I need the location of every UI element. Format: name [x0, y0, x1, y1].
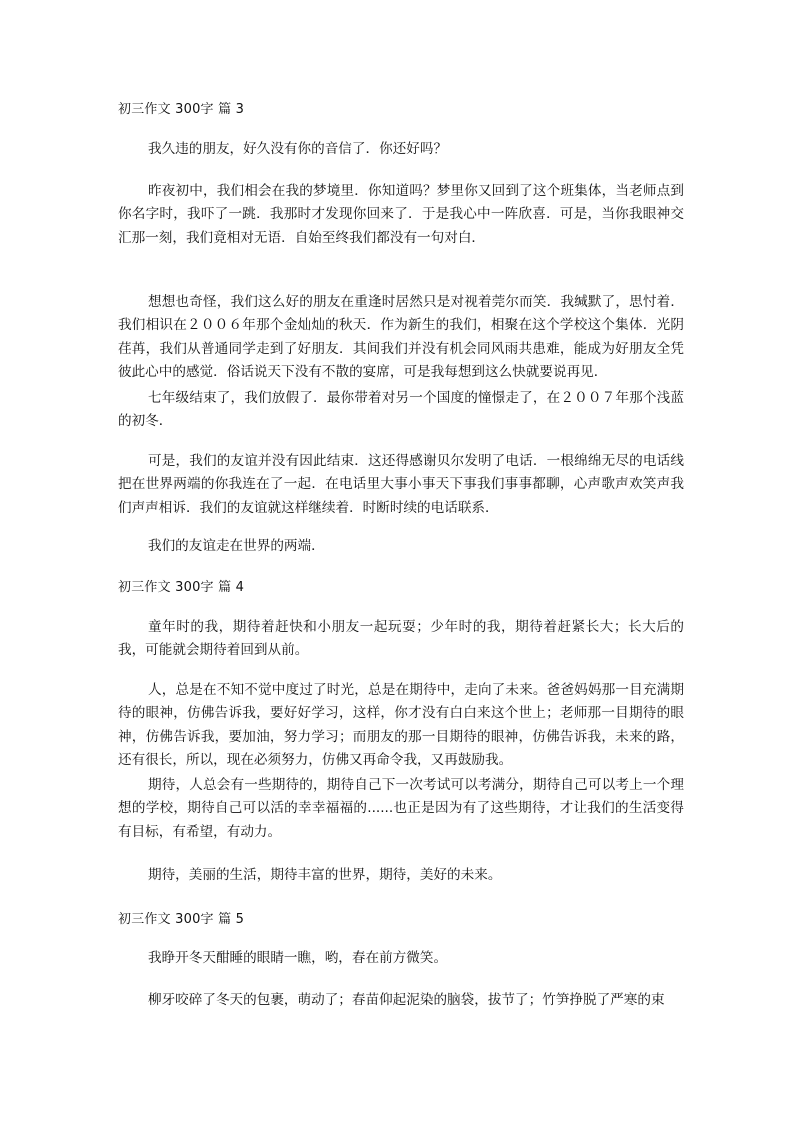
- paragraph: 童年时的我，期待着赶快和小朋友一起玩耍；少年时的我，期待着赶紧长大；长大后的我，可能就会期待着回到从前。: [118, 619, 684, 659]
- paragraph: 期待，美丽的生活，期待丰富的世界，期待，美好的未来。: [148, 867, 502, 883]
- paragraph: 可是，我们的友谊并没有因此结束．这还得感谢贝尔发明了电话．一根绵绵无尽的电话线把在世界两端的你我连在了一起．在电话里大事小事天下事我们事事都聊，心声歌声欢笑声我们声声相诉．我们的友谊就这样继续着．时断时续的电话联系．: [118, 453, 684, 516]
- paragraph: 人，总是在不知不觉中度过了时光，总是在期待中，走向了未来。爸爸妈妈那一目充满期待的眼神，仿佛告诉我，要好好学习，这样，你才没有白白来这个世上；老师那一目期待的眼神，仿佛告诉我，要加油，努力学习；而朋友的那一目期待的眼神，仿佛告诉我，未来的路，还有很长，所以，现在必须努力，仿佛又再命令我，又再鼓励我。: [118, 682, 684, 769]
- paragraph: 我们的友谊走在世界的两端．: [148, 538, 325, 554]
- paragraph: 我久违的朋友，好久没有你的音信了．你还好吗？: [148, 141, 448, 157]
- section-heading: 初三作文 300字 篇 3: [118, 102, 245, 117]
- paragraph: 七年级结束了，我们放假了．最你带着对另一个国度的憧憬走了，在２００７年那个浅蓝的初冬．: [118, 390, 684, 430]
- section-heading: 初三作文 300字 篇 4: [118, 580, 245, 595]
- paragraph: 期待，人总会有一些期待的，期待自己下一次考试可以考满分，期待自己可以考上一个理想的学校，期待自己可以活的幸幸福福的......也正是因为有了这些期待，才让我们的生活变得有目标，有希望，有动力。: [118, 777, 684, 840]
- section-heading: 初三作文 300字 篇 5: [118, 912, 245, 927]
- paragraph: 想想也奇怪，我们这么好的朋友在重逢时居然只是对视着莞尔而笑．我缄默了，思忖着． 我们相识在２００６年那个金灿灿的秋天．作为新生的我们，相聚在这个学校这个集体．光阴荏苒，我们从普通同学走到了好朋友．其间我们并没有机会同风雨共患难，能成为好朋友全凭彼此心中的感觉．俗话说天下没有不散的宴席，可是我每想到这么快就要说再见．: [118, 294, 684, 381]
- paragraph: 我睁开冬天酣睡的眼睛一瞧，哟，春在前方微笑。: [148, 950, 448, 966]
- paragraph: 昨夜初中，我们相会在我的梦境里．你知道吗？梦里你又回到了这个班集体，当老师点到你名字时，我吓了一跳．我那时才发现你回来了．于是我心中一阵欣喜．可是，当你我眼神交汇那一刻，我们竟相对无语．自始至终我们都没有一句对白．: [118, 183, 684, 246]
- paragraph: 柳牙咬碎了冬天的包裹，萌动了；春苗仰起泥染的脑袋，拔节了；竹笋挣脱了严寒的束: [148, 992, 665, 1008]
